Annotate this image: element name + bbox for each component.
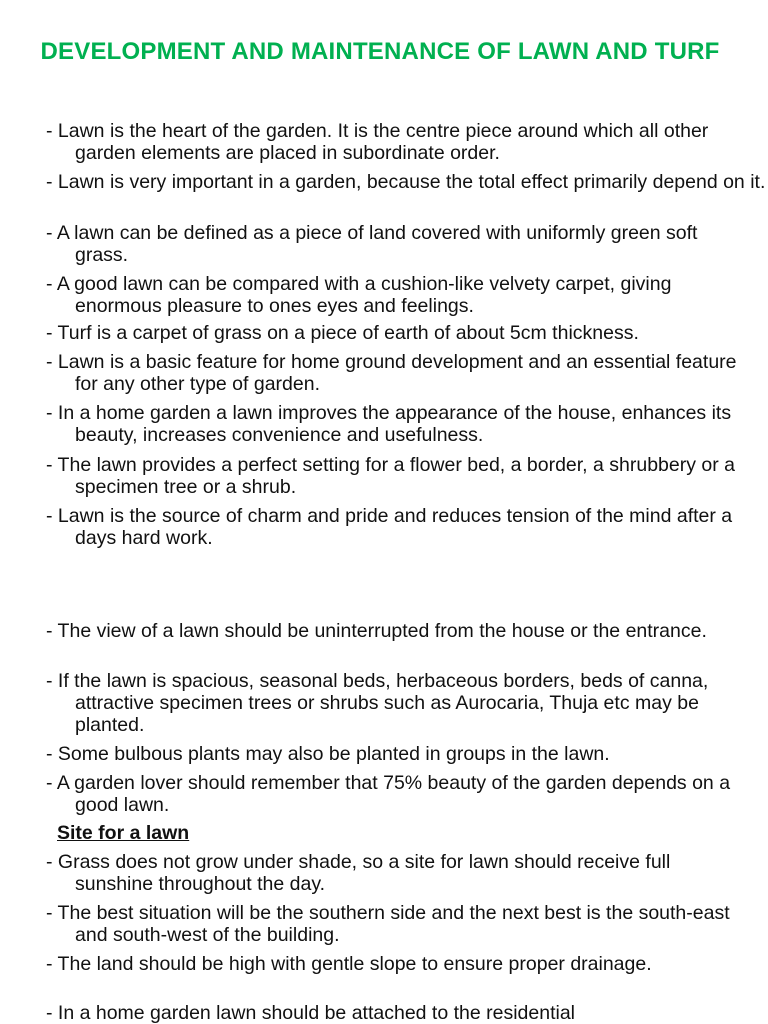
paragraph: - The view of a lawn should be uninterrupted from the house or the entrance. xyxy=(46,620,707,642)
paragraph: - A lawn can be defined as a piece of land covered with uniformly green soft grass. xyxy=(46,222,698,266)
paragraph: - If the lawn is spacious, seasonal beds, herbaceous borders, beds of canna, attractive specimen trees or shrubs such as Aurocaria, Thuja etc may be planted. xyxy=(46,670,709,736)
paragraph: - Lawn is very important in a garden, because the total effect primarily depend on it. xyxy=(46,171,766,193)
paragraph: - Lawn is the source of charm and pride and reduces tension of the mind after a days hard work. xyxy=(46,505,733,549)
paragraph: - The lawn provides a perfect setting for a flower bed, a border, a shrubbery or a specimen tree or a shrub. xyxy=(46,454,736,498)
paragraph: - Grass does not grow under shade, so a site for lawn should receive full sunshine throughout the day. xyxy=(46,851,671,895)
paragraph: - Some bulbous plants may also be planted in groups in the lawn. xyxy=(46,743,610,765)
document-title: DEVELOPMENT AND MAINTENANCE OF LAWN AND TURF xyxy=(40,38,720,65)
paragraph: - Lawn is the heart of the garden. It is the centre piece around which all other garden elements are placed in subordinate order. xyxy=(46,120,709,164)
paragraph: - The land should be high with gentle slope to ensure proper drainage. xyxy=(46,953,652,975)
paragraph: - Turf is a carpet of grass on a piece of earth of about 5cm thickness. xyxy=(46,322,639,344)
paragraph: - In a home garden a lawn improves the appearance of the house, enhances its beauty, increases convenience and usefulness. xyxy=(46,402,732,446)
section-heading-site: Site for a lawn xyxy=(57,822,190,844)
paragraph: - A good lawn can be compared with a cushion-like velvety carpet, giving enormous pleasure to ones eyes and feelings. xyxy=(46,273,672,317)
paragraph: - Lawn is a basic feature for home ground development and an essential feature for any other type of garden. xyxy=(46,351,737,395)
paragraph: - A garden lover should remember that 75% beauty of the garden depends on a good lawn. xyxy=(46,772,731,816)
paragraph: - The best situation will be the southern side and the next best is the south-east and south-west of the building. xyxy=(46,902,730,946)
paragraph: - In a home garden lawn should be attached to the residential xyxy=(46,1002,576,1024)
